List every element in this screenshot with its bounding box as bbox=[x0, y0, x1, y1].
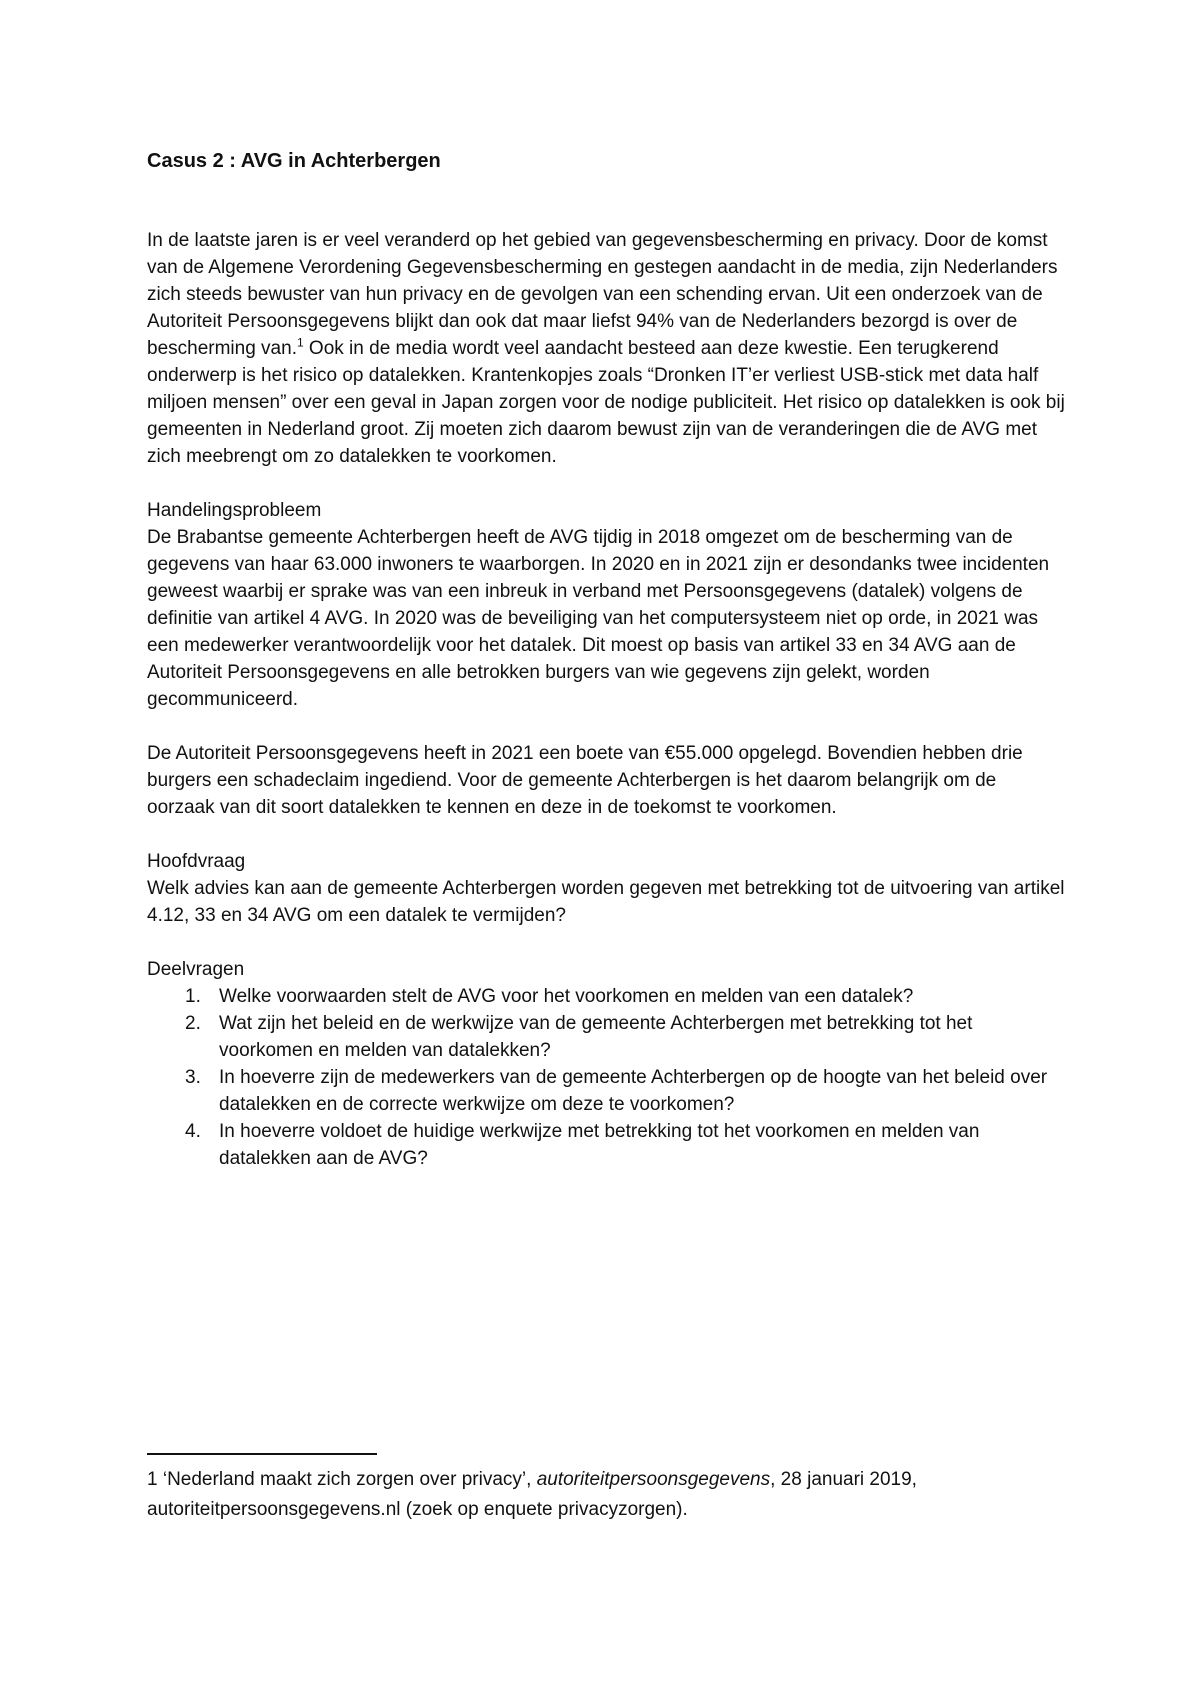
footnote-separator bbox=[147, 1453, 377, 1455]
list-item-text: Wat zijn het beleid en de werkwijze van de gemeente Achterbergen met betrekking tot het voorkomen en melden van datalekken? bbox=[219, 1013, 973, 1061]
footnote-source: autoriteitpersoonsgegevens bbox=[536, 1469, 771, 1490]
list-item-number: 2. bbox=[185, 1013, 201, 1034]
list-item-number: 1. bbox=[185, 986, 201, 1007]
list-item bbox=[147, 1010, 1067, 1064]
document-body bbox=[147, 148, 1067, 1172]
footnote-text-continued: , 28 januari 2019, autoriteitpersoonsgegevens.nl (zoek op enquete privacyzorgen). bbox=[147, 1469, 917, 1520]
intro-paragraph bbox=[147, 227, 1067, 470]
list-item bbox=[147, 1064, 1067, 1118]
list-item-text: In hoeverre zijn de medewerkers van de gemeente Achterbergen op de hoogte van het beleid over datalekken en de correcte werkwijze om deze te voorkomen? bbox=[219, 1067, 1048, 1115]
deelvragen-list bbox=[147, 983, 1067, 1172]
footnote-reference: 1 bbox=[296, 335, 304, 350]
intro-text-continued: Ook in de media wordt veel aandacht besteed aan deze kwestie. Een terugkerend onderwerp is het risico op datalekken. Krantenkopjes zoals “Dronken IT’er verliest USB-stick met data half miljoen mensen” over een geval in Japan zorgen voor de nodige publiciteit. Het risico op datalekken is ook bij gemeenten in Nederland groot. Zij moeten zich daarom bewust zijn van de veranderingen die de AVG met zich meebrengt om zo datalekken te voorkomen. bbox=[147, 338, 1065, 467]
handelingsprobleem-paragraph: De Brabantse gemeente Achterbergen heeft de AVG tijdig in 2018 omgezet om de bescherming van de gegevens van haar 63.000 inwoners te waarborgen. In 2020 en in 2021 zijn er desondanks twee incidenten geweest waarbij er sprake was van een inbreuk in verband met Persoonsgegevens (datalek) volgens de definitie van artikel 4 AVG. In 2020 was de beveiliging van het computersysteem niet op orde, in 2021 was een medewerker verantwoordelijk voor het datalek. Dit moest op basis van artikel 33 en 34 AVG aan de Autoriteit Persoonsgegevens en alle betrokken burgers van wie gegevens zijn gelekt, worden gecommuniceerd. bbox=[147, 527, 1050, 710]
list-item-text: In hoeverre voldoet de huidige werkwijze met betrekking tot het voorkomen en melden van datalekken aan de AVG? bbox=[219, 1121, 980, 1169]
list-item-number: 4. bbox=[185, 1121, 201, 1142]
list-item bbox=[147, 983, 1067, 1010]
footnote bbox=[147, 1465, 1067, 1525]
list-item-text: Welke voorwaarden stelt de AVG voor het voorkomen en melden van een datalek? bbox=[219, 986, 914, 1007]
footnote-number: 1 bbox=[147, 1469, 158, 1490]
list-item-number: 3. bbox=[185, 1067, 201, 1088]
document-title: Casus 2 : AVG in Achterbergen bbox=[147, 150, 441, 172]
boete-paragraph: De Autoriteit Persoonsgegevens heeft in 2021 een boete van €55.000 opgelegd. Bovendien hebben drie burgers een schadeclaim ingediend. Voor de gemeente Achterbergen is het daarom belangrijk om de oorzaak van dit soort datalekken te kennen en deze in de toekomst te voorkomen. bbox=[147, 743, 1023, 818]
footnote-text: ‘Nederland maakt zich zorgen over privacy’, bbox=[157, 1469, 537, 1490]
section-heading-deelvragen: Deelvragen bbox=[147, 959, 245, 980]
section-heading-hoofdvraag: Hoofdvraag bbox=[147, 851, 246, 872]
intro-text: In de laatste jaren is er veel veranderd op het gebied van gegevensbescherming en privacy. Door de komst van de Algemene Verordening Gegevensbescherming en gestegen aandacht in de media, zijn Nederlanders zich steeds bewuster van hun privacy en de gevolgen van een schending ervan. Uit een onderzoek van de Autoriteit Persoonsgegevens blijkt dan ook dat maar liefst 94% van de Nederlanders bezorgd is over de bescherming van. bbox=[147, 230, 1058, 359]
section-heading-handelingsprobleem: Handelingsprobleem bbox=[147, 500, 322, 521]
list-item bbox=[147, 1118, 1067, 1172]
hoofdvraag-text: Welk advies kan aan de gemeente Achterbergen worden gegeven met betrekking tot de uitvoering van artikel 4.12, 33 en 34 AVG om een datalek te vermijden? bbox=[147, 878, 1065, 926]
